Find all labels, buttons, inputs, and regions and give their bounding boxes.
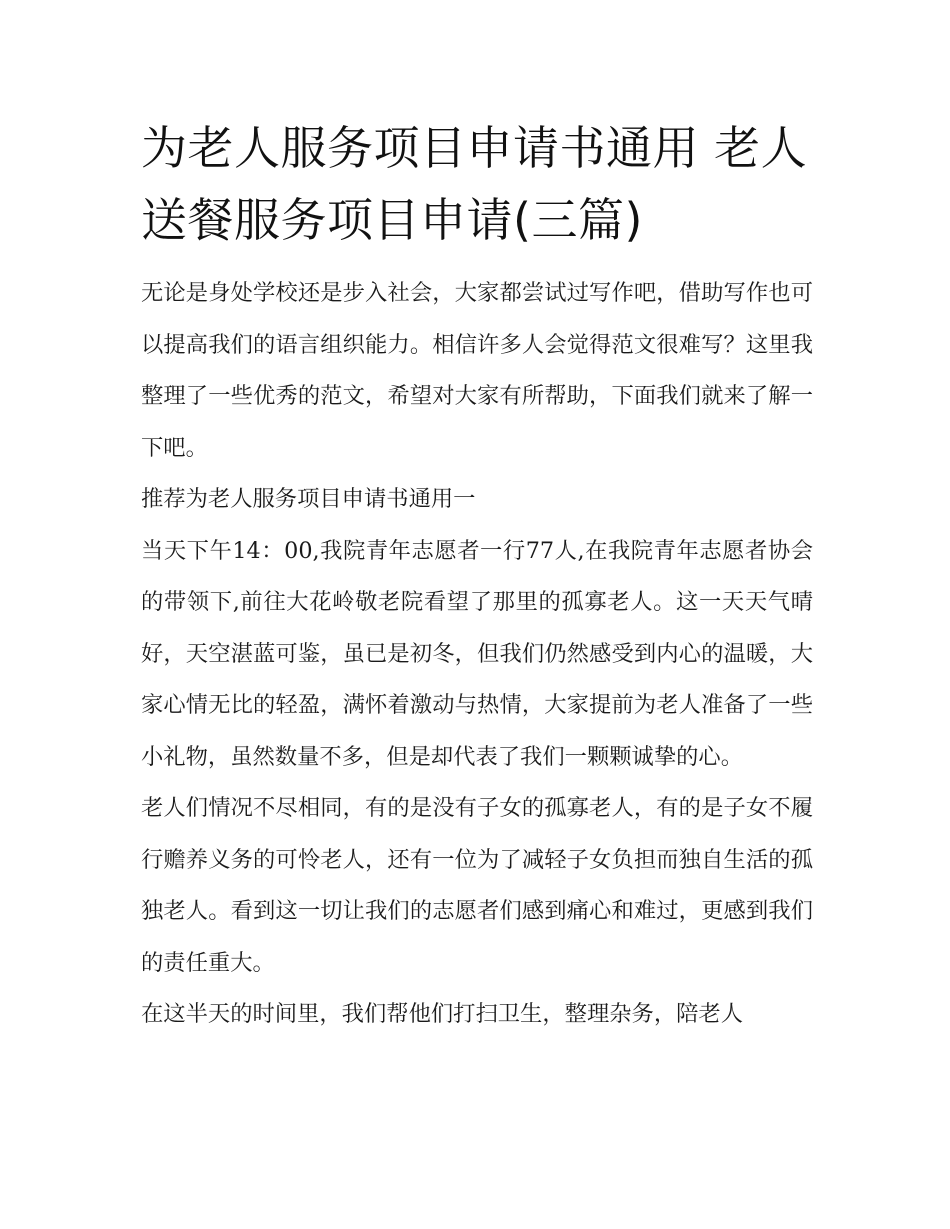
- document-title: 为老人服务项目申请书通用 老人送餐服务项目申请(三篇): [141, 121, 808, 247]
- document-body: [141, 268, 813, 1041]
- document-content: [141, 112, 813, 1041]
- section-heading: 推荐为老人服务项目申请书通用一: [141, 486, 476, 512]
- intro-paragraph: 无论是身处学校还是步入社会，大家都尝试过写作吧，借助写作也可以提高我们的语言组织能力。相信许多人会觉得范文很难写？这里我整理了一些优秀的范文，希望对大家有所帮助，下面我们就来了解一下吧。: [141, 280, 813, 461]
- body-paragraph-visit: 当天下午14：00,我院青年志愿者一行77人,在我院青年志愿者协会的带领下,前往大花岭敬老院看望了那里的孤寡老人。这一天天气晴好，天空湛蓝可鉴，虽已是初冬，但我们仍然感受到内心的温暖，大家心情无比的轻盈，满怀着激动与热情，大家提前为老人准备了一些小礼物，虽然数量不多，但是却代表了我们一颗颗诚挚的心。: [141, 537, 813, 770]
- body-paragraph-elderly: 老人们情况不尽相同，有的是没有子女的孤寡老人，有的是子女不履行赡养义务的可怜老人，还有一位为了减轻子女负担而独自生活的孤独老人。看到这一切让我们的志愿者们感到痛心和难过，更感到我们的责任重大。: [141, 795, 813, 976]
- body-paragraph-work: 在这半天的时间里，我们帮他们打扫卫生，整理杂务，陪老人: [141, 1001, 744, 1027]
